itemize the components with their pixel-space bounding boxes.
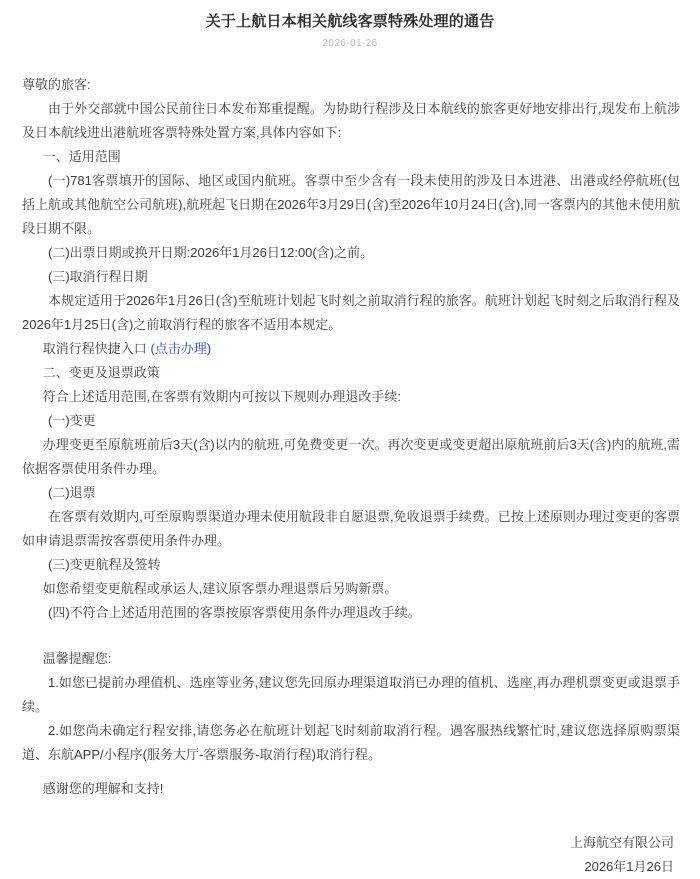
- reminder-heading: 温馨提醒您:: [42, 651, 112, 666]
- section-1-item-3-heading: (三)取消行程日期: [48, 269, 148, 284]
- signature-company: 上海航空有限公司: [569, 835, 674, 850]
- section-2-item-2-heading: (二)退票: [48, 485, 96, 500]
- section-1-heading: 一、适用范围: [42, 149, 121, 164]
- section-1-item-1: (一)781客票填开的国际、地区或国内航班。客票中至少含有一段未使用的涉及日本进港、出港或经停航班(包括上航或其他航空公司航班),航班起飞日期在2026年3月29日(含)至2026年10月24日(含),同一客票内的其他未使用航段日期不限。: [22, 173, 680, 236]
- signature-block: [0, 831, 700, 879]
- publish-date: 2026-01-26: [322, 38, 378, 49]
- section-2-item-1-heading: (一)变更: [48, 413, 96, 428]
- closing-gap: [22, 767, 680, 777]
- section-1-item-2: (二)出票日期或换开日期:2026年1月26日12:00(含)之前。: [48, 245, 374, 260]
- section-gap: [22, 625, 680, 647]
- section-2-item-4: (四)不符合上述适用范围的客票按原客票使用条件办理退改手续。: [48, 605, 421, 620]
- document-header: [0, 0, 700, 51]
- section-2-item-2-body: 在客票有效期内,可至原购票渠道办理未使用航段非自愿退票,免收退票手续费。已按上述原则办理过变更的客票如申请退票需按客票使用条件办理。: [22, 509, 680, 548]
- reminder-item-2: 2.如您尚未确定行程安排,请您务必在航班计划起飞时刻前取消行程。遇客服热线繁忙时,建议您选择原购票渠道、东航APP/小程序(服务大厅-客票服务-取消行程)取消行程。: [22, 723, 680, 762]
- signature-date: 2026年1月26日: [584, 859, 674, 874]
- section-2-intro: 符合上述适用范围,在客票有效期内可按以下规则办理退改手续:: [42, 389, 402, 404]
- section-2-heading: 二、变更及退票政策: [42, 365, 160, 380]
- quick-entry-label: 取消行程快捷入口: [42, 341, 147, 356]
- section-2-item-3-body: 如您希望变更航程或承运人,建议原客票办理退票后另购新票。: [42, 581, 398, 596]
- reminder-item-1: 1.如您已提前办理值机、选座等业务,建议您先回原办理渠道取消已办理的值机、选座,再办理机票变更或退票手续。: [22, 675, 680, 714]
- document-body: [0, 73, 700, 801]
- section-2-item-1-body: 办理变更至原航班前后3天(含)以内的航班,可免费变更一次。再次变更或变更超出原航班前后3天(含)内的航班,需依据客票使用条件办理。: [22, 437, 680, 476]
- quick-entry-row: [22, 337, 680, 361]
- quick-entry-link[interactable]: (点击办理): [150, 341, 212, 356]
- page-title: 关于上航日本相关航线客票特殊处理的通告: [205, 13, 495, 30]
- closing-text: 感谢您的理解和支持!: [42, 781, 164, 796]
- section-2-item-3-heading: (三)变更航程及签转: [48, 557, 161, 572]
- section-1-item-3-body: 本规定适用于2026年1月26日(含)至航班计划起飞时刻之前取消行程的旅客。航班计划起飞时刻之后取消行程及2026年1月25日(含)之前取消行程的旅客不适用本规定。: [22, 293, 680, 332]
- salutation: 尊敬的旅客:: [22, 77, 91, 92]
- intro-paragraph: 由于外交部就中国公民前往日本发布郑重提醒。为协助行程涉及日本航线的旅客更好地安排出行,现发布上航涉及日本航线进出港航班客票特殊处置方案,具体内容如下:: [22, 101, 680, 140]
